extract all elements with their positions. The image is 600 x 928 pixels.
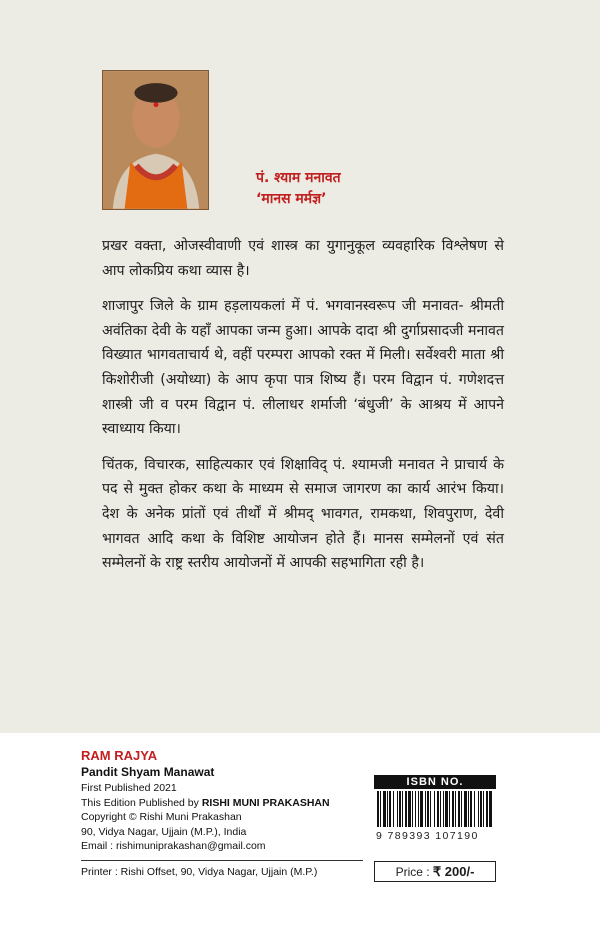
book-author: Pandit Shyam Manawat xyxy=(81,765,215,779)
barcode xyxy=(374,789,496,829)
barcode-bar xyxy=(458,791,460,827)
barcode-bar xyxy=(440,791,441,827)
copyright-line: Copyright © Rishi Muni Prakashan xyxy=(81,811,242,823)
barcode-bar xyxy=(402,791,403,827)
barcode-bar xyxy=(408,791,411,827)
barcode-bar xyxy=(387,791,388,827)
barcode-bar xyxy=(478,791,479,827)
barcode-bar xyxy=(420,791,423,827)
barcode-bar xyxy=(397,791,398,827)
barcode-bar xyxy=(443,791,444,827)
barcode-bar xyxy=(418,791,419,827)
barcode-bar xyxy=(455,791,456,827)
publisher-name: RISHI MUNI PRAKASHAN xyxy=(201,796,330,809)
price-value: ₹ 200/- xyxy=(432,864,475,879)
first-published: First Published 2021 xyxy=(81,782,177,794)
author-photo xyxy=(102,70,209,210)
barcode-bar xyxy=(461,791,462,827)
barcode-bar xyxy=(452,791,454,827)
publisher-email: Email : rishimuniprakashan@gmail.com xyxy=(81,840,266,852)
publication-details xyxy=(81,747,363,879)
isbn-number: 9 789393 107190 xyxy=(376,830,479,842)
barcode-bar xyxy=(437,791,439,827)
barcode-bar xyxy=(427,791,429,827)
author-name: पं. श्याम मनावत xyxy=(256,170,341,186)
barcode-bar xyxy=(393,791,394,827)
author-heading xyxy=(256,168,341,210)
barcode-bar xyxy=(430,791,431,827)
barcode-bar xyxy=(434,791,435,827)
barcode-bar xyxy=(483,791,484,827)
barcode-bar xyxy=(412,791,413,827)
author-biography xyxy=(102,234,504,587)
barcode-bar xyxy=(474,791,475,827)
isbn-label: ISBN NO. xyxy=(374,775,496,789)
barcode-bar xyxy=(425,791,426,827)
price-box xyxy=(374,861,496,882)
barcode-bar xyxy=(399,791,401,827)
author-epithet: ‘मानस मर्मज्ञ’ xyxy=(256,191,327,207)
barcode-bar xyxy=(470,791,472,827)
bio-paragraph: शाजापुर जिले के ग्राम हड़लायकलां में पं. भगवानस्वरूप जी मनावत- श्रीमती अवंतिका देवी के यहाँ आपका जन्म हुआ। आपके दादा श्री दुर्गाप्रसादजी मनावत विख्यात भागवताचार्य थे, वहीं परम्परा आपको रक्त में मिली। सर्वेश्वरी माता श्री किशोरीजी (अयोध्या) के आप कृपा पात्र शिष्य हैं। परम विद्वान पं. गणेशदत्त शास्त्री जी व परम विद्वान पं. लीलाधर शर्माजी ‘बंधुजी’ के आश्रय में आपने स्वाध्याय किया। xyxy=(102,298,504,438)
barcode-bar xyxy=(383,791,386,827)
barcode-bar xyxy=(489,791,492,827)
barcode-bar xyxy=(415,791,416,827)
imprint-section xyxy=(0,733,600,928)
bio-paragraph: चिंतक, विचारक, साहित्यकार एवं शिक्षाविद् पं. श्यामजी मनावत ने प्राचार्य के पद से मुक्त होकर कथा के माध्यम से समाज जागरण का कार्य आरंभ किया। देश के अनेक प्रांतों एवं तीर्थों में श्रीमद् भावगत, रामकथा, शिवपुराण, देवी भागवत आदि कथा के विशिष्ट आयोजन होते हैं। मानस सम्मेलनों एवं संत सम्मेलनों के राष्ट्र स्तरीय आयोजनों में आपकी सहभागिता रही है। xyxy=(102,456,504,572)
barcode-bar xyxy=(389,791,391,827)
barcode-bar xyxy=(449,791,450,827)
isbn-block xyxy=(374,775,496,843)
bio-paragraph: प्रखर वक्ता, ओजस्वीवाणी एवं शास्त्र का युगानुकूल व्यवहारिक विश्लेषण से आप लोकप्रिय कथा व्यास है। xyxy=(102,238,504,279)
barcode-bar xyxy=(486,791,488,827)
edition-line xyxy=(81,796,363,811)
divider xyxy=(81,860,363,861)
barcode-bar xyxy=(468,791,469,827)
publisher-address: 90, Vidya Nagar, Ujjain (M.P.), India xyxy=(81,825,247,838)
book-title: RAM RAJYA xyxy=(81,748,158,763)
barcode-bar xyxy=(380,791,381,827)
printer-line: Printer : Rishi Offset, 90, Vidya Nagar, Ujjain (M.P.) xyxy=(81,865,318,878)
barcode-bar xyxy=(480,791,482,827)
barcode-bar xyxy=(445,791,448,827)
barcode-bar xyxy=(377,791,379,827)
barcode-bar xyxy=(464,791,467,827)
price-label: Price : xyxy=(395,865,433,879)
barcode-bar xyxy=(405,791,407,827)
author-portrait-image xyxy=(103,71,208,209)
edition-prefix: This Edition Published by xyxy=(81,796,202,809)
